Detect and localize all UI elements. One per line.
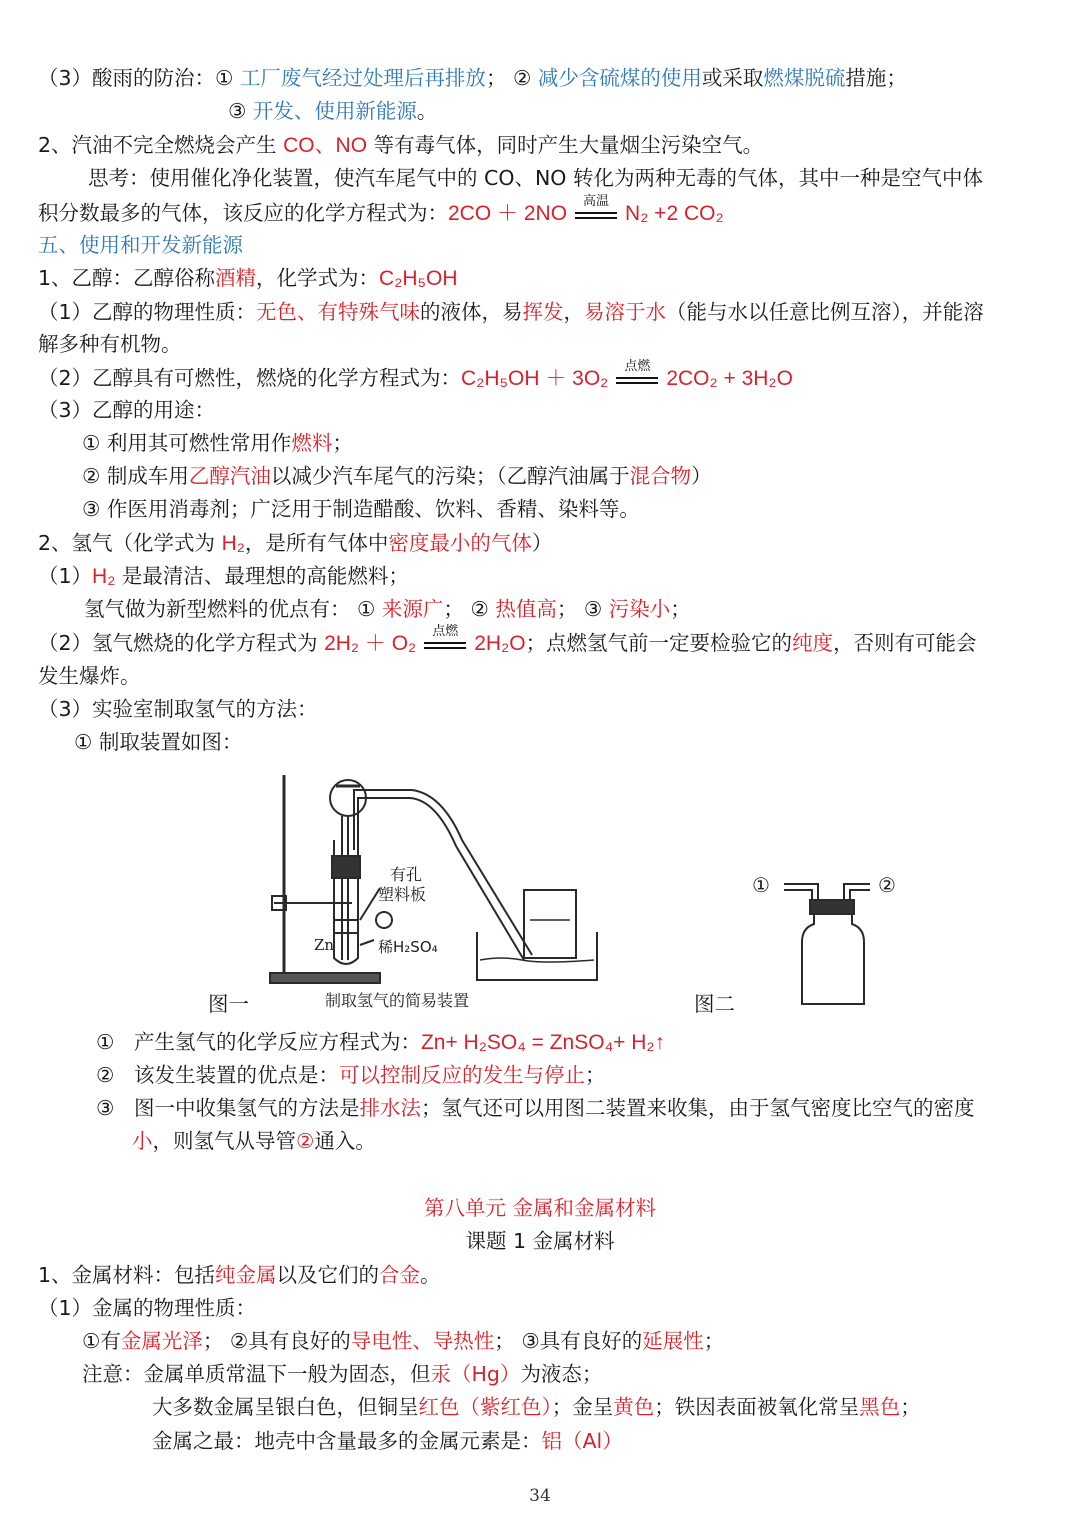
gasoline-line-3: 积分数最多的气体，该反应的化学方程式为：2CO ＋ 2NO 高温 N₂ +2 CO₂ <box>38 198 724 229</box>
ethanol-use-1: ① 利用其可燃性常用作燃料； <box>82 431 353 455</box>
figure-1-caption: 图一 <box>208 992 249 1016</box>
metal-note-3: 金属之最：地壳中含量最多的金属元素是：铝（Al） <box>152 1429 623 1453</box>
ethanol-use-2: ② 制成车用乙醇汽油以减少汽车尾气的污染；（乙醇汽油属于混合物） <box>82 464 712 488</box>
figure-main-caption: 制取氢气的简易装置 <box>325 991 470 1010</box>
ethanol-line: 1、乙醇：乙醇俗称酒精，化学式为：C₂H₅OH <box>38 266 458 290</box>
ethanol-combustion-line: （2）乙醇具有可燃性，燃烧的化学方程式为：C₂H₅OH ＋ 3O₂ 点燃 2CO₂ + 3H₂O <box>38 363 793 394</box>
figure-2-caption: 图二 <box>694 992 735 1016</box>
acid-rain-line-1: （3）酸雨的防治：① 工厂废气经过处理后再排放； ② 减少含硫煤的使用或采取燃煤脱硫措施； <box>38 66 907 90</box>
gasoline-line-1: 2、汽油不完全燃烧会产生 CO、NO 等有毒气体，同时产生大量烟尘污染空气。 <box>38 133 764 157</box>
metal-note-1: 注意：金属单质常温下一般为固态，但汞（Hg）为液态； <box>82 1362 603 1386</box>
hydrogen-fuel-line: （1）H₂ 是最清洁、最理想的高能燃料； <box>38 564 409 588</box>
unit-8-title: 第八单元 金属和金属材料 <box>423 1196 657 1220</box>
metal-physical-props: ①有金属光泽； ②具有良好的导电性、导热性； ③具有良好的延展性； <box>82 1329 725 1353</box>
ethanol-physical-line-2: 解多种有机物。 <box>38 332 182 356</box>
section-5-title: 五、使用和开发新能源 <box>38 233 243 257</box>
page-number: 34 <box>529 1486 551 1506</box>
hydrogen-line: 2、氢气（化学式为 H₂，是所有气体中密度最小的气体） <box>38 531 553 555</box>
acid-rain-line-2: ③ 开发、使用新能源。 <box>228 99 438 123</box>
hydrogen-combustion-line-1: （2）氢气燃烧的化学方程式为 2H₂ ＋ O₂ 点燃 2H₂O；点燃氢气前一定要检验它的纯度，否则有可能会 <box>38 628 977 659</box>
metal-physical-title: （1）金属的物理性质： <box>38 1296 257 1320</box>
port-1-label: ① <box>752 873 770 897</box>
label-plate-2: 塑料板 <box>378 885 427 904</box>
question-1: ① 产生氢气的化学反应方程式为：Zn+ H₂SO₄ = ZnSO₄+ H₂↑ <box>96 1030 666 1054</box>
question-3: ③ 图一中收集氢气的方法是排水法；氢气还可以用图二装置来收集，由于氢气密度比空气的密度 <box>96 1096 975 1120</box>
lab-method-title: （3）实验室制取氢气的方法： <box>38 697 318 721</box>
condition-high-temp: 高温 <box>571 199 621 229</box>
gas-bottle-figure <box>748 862 928 1012</box>
metal-note-2: 大多数金属呈银白色，但铜呈红色（紫红色）；金呈黄色；铁因表面被氧化常呈黑色； <box>152 1395 921 1419</box>
hydrogen-apparatus-figure <box>262 770 612 1020</box>
metal-material-line: 1、金属材料：包括纯金属以及它们的合金。 <box>38 1263 441 1287</box>
label-zn: Zn <box>314 936 335 954</box>
port-2-label: ② <box>878 873 896 897</box>
condition-ignite-2: 点燃 <box>420 629 470 659</box>
question-3-cont: 小，则氢气从导管②通入。 <box>132 1129 376 1153</box>
condition-ignite: 点燃 <box>612 364 662 394</box>
gasoline-line-2: 思考：使用催化净化装置，使汽车尾气中的 CO、NO 转化为两种无毒的气体，其中一种是空气中体 <box>88 166 983 190</box>
ethanol-uses-title: （3）乙醇的用途： <box>38 398 216 422</box>
unit-8-subtitle: 课题 1 金属材料 <box>465 1229 615 1253</box>
ethanol-use-3: ③ 作医用消毒剂；广泛用于制造醋酸、饮料、香精、染料等。 <box>82 497 640 521</box>
lab-method-item-1: ① 制取装置如图： <box>74 730 243 754</box>
label-plate: 有孔 <box>390 865 423 884</box>
label-acid: 稀H₂SO₄ <box>378 938 438 956</box>
ethanol-physical-line-1: （1）乙醇的物理性质：无色、有特殊气味的液体，易挥发，易溶于水（能与水以任意比例互溶），并能溶 <box>38 300 984 324</box>
hydrogen-combustion-line-2: 发生爆炸。 <box>38 664 141 688</box>
question-2: ② 该发生装置的优点是：可以控制反应的发生与停止； <box>96 1063 606 1087</box>
hydrogen-advantages-line: 氢气做为新型燃料的优点有： ① 来源广； ② 热值高； ③ 污染小； <box>84 597 691 621</box>
